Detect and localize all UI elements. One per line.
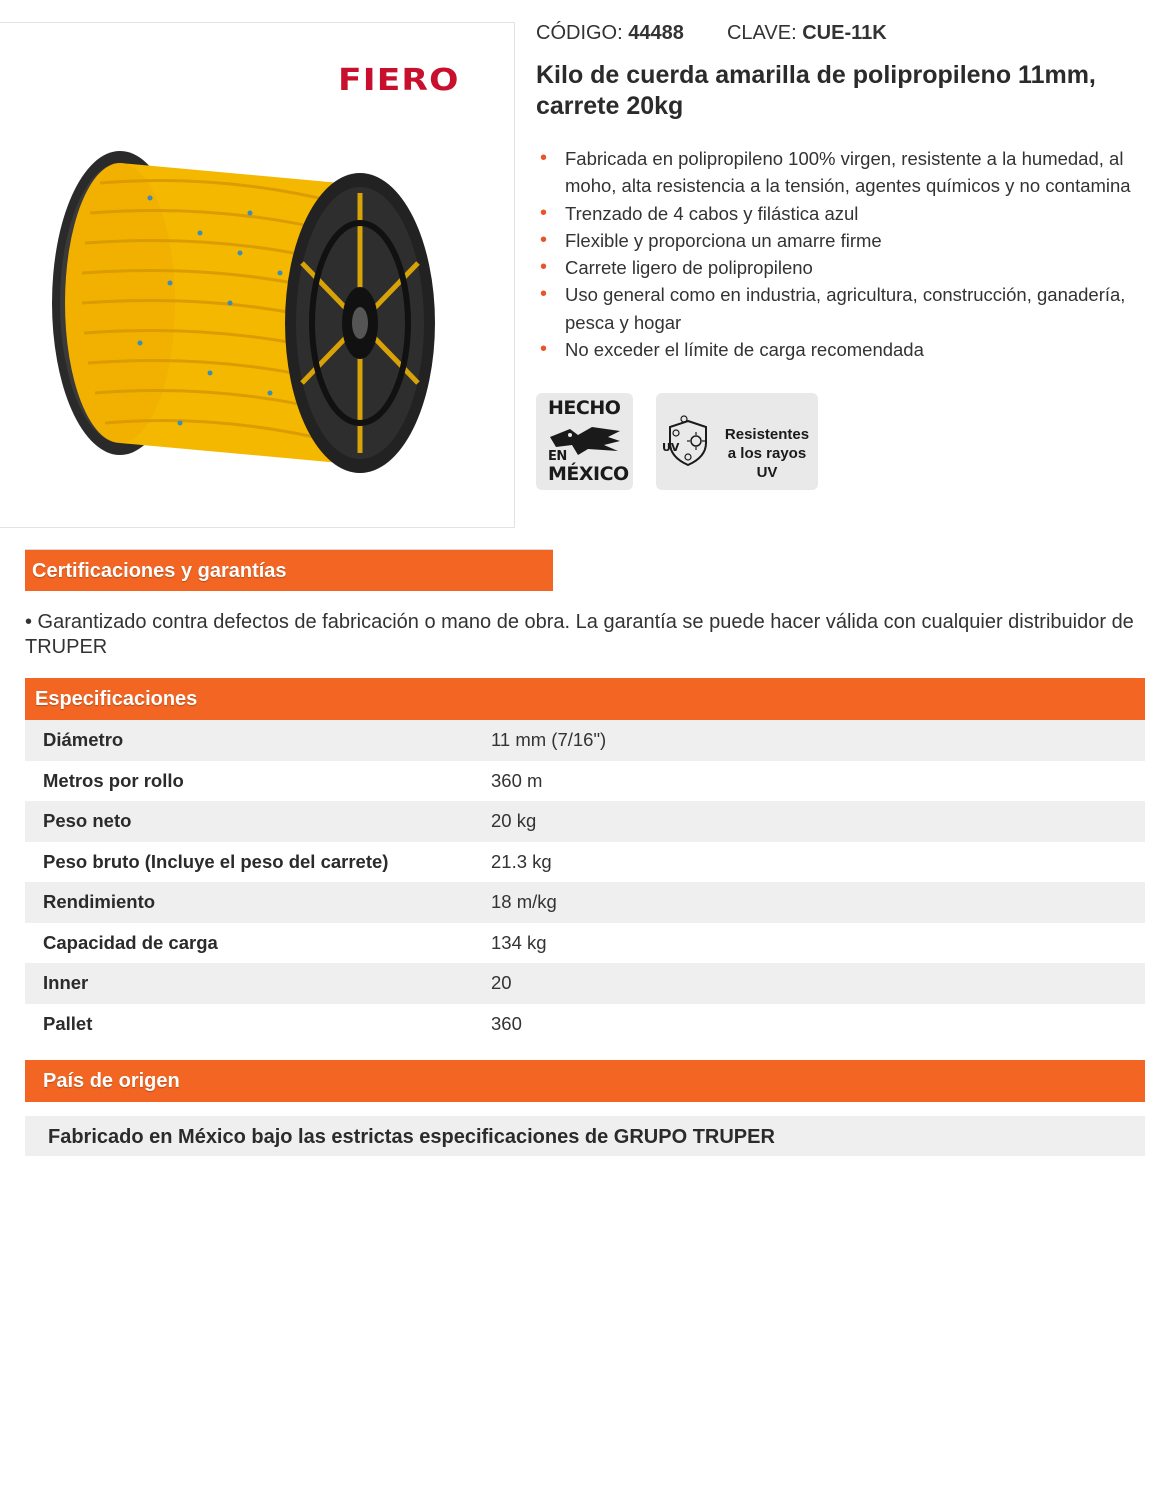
feature-item: • Trenzado de 4 cabos y filástica azul [536,200,1166,227]
feature-item: • Uso general como en industria, agricultura, construcción, ganadería, pesca y hogar [536,281,1166,336]
spec-value: 134 kg [491,931,547,953]
badge-line-en: EN [548,449,567,464]
table-row [25,923,1145,964]
spec-key: Diámetro [25,720,491,761]
table-row [25,842,1145,883]
spec-value: 11 mm (7/16") [491,720,1145,761]
made-in-mexico-badge [536,393,633,490]
table-row [25,963,1145,1004]
certifications-heading: Certificaciones y garantías [25,549,553,591]
table-row [25,761,1145,802]
spec-key: Metros por rollo [43,769,184,791]
feature-item: • Fabricada en polipropileno 100% virgen, resistente a la humedad, al moho, alta resistencia a la tensión, agentes químicos y no contamina [536,145,1166,200]
code-label: CÓDIGO: [536,22,623,44]
spec-key: Pallet [43,1012,93,1034]
feature-item: • Flexible y proporciona un amarre firme [536,227,1166,254]
spec-key: Rendimiento [25,882,491,923]
spec-key: Capacidad de carga [43,931,218,953]
brand-logo: FIERO [338,63,460,98]
product-image-box [0,22,515,528]
spec-key: Peso neto [25,801,491,842]
spec-value: 20 kg [491,801,1145,842]
uv-badge-label: Resistentes a los rayos UV [724,426,810,481]
spec-value: 360 [491,1012,522,1034]
feature-item: • No exceder el límite de carga recomendada [536,336,1166,363]
badge-line-mexico: MÉXICO [548,463,629,485]
specifications-heading: Especificaciones [25,678,1145,720]
uv-shield-icon [660,415,718,467]
feature-item: • Carrete ligero de polipropileno [536,254,1166,281]
origin-heading: País de origen [25,1060,1145,1102]
spec-value: 360 m [491,769,543,791]
spec-key: Peso bruto (Incluye el peso del carrete) [43,850,389,872]
spec-value: 21.3 kg [491,850,552,872]
product-title: Kilo de cuerda amarilla de polipropileno 11mm, carrete 20kg [536,61,1096,120]
uv-resistant-badge [656,393,818,490]
rope-reel-image [40,143,440,503]
spec-value: 20 [491,963,1145,1004]
key-label: CLAVE: [726,22,797,44]
spec-key: Inner [25,963,491,1004]
table-row [25,720,1145,761]
table-row [25,1004,1145,1045]
spec-value: 18 m/kg [491,882,1145,923]
product-key: CUE-11K [802,22,887,44]
product-code: 44488 [628,22,684,44]
warranty-text: • Garantizado contra defectos de fabricación o mano de obra. La garantía se puede hacer válida con cualquier distribuidor de TRUPER [25,611,1134,658]
table-row [25,801,1145,842]
specifications-table [25,720,1145,1044]
uv-icon-text: UV [662,441,680,454]
table-row [25,882,1145,923]
badge-line-hecho: HECHO [548,397,621,419]
product-codes [536,22,887,45]
origin-text: Fabricado en México bajo las estrictas especificaciones de GRUPO TRUPER [25,1116,1145,1156]
feature-list [536,145,1166,363]
